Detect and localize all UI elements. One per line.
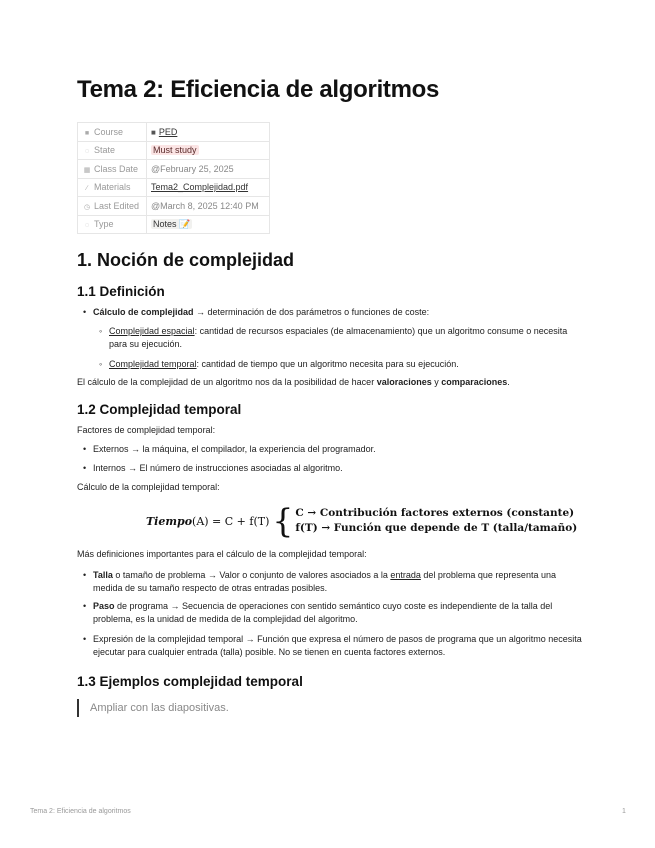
property-key: Materials (94, 182, 131, 193)
formula-case: C → Contribución factores externos (constante) (295, 507, 575, 519)
property-key: Class Date (94, 163, 139, 174)
properties-table (77, 122, 270, 234)
paragraph: Más definiciones importantes para el cálculo de la complejidad temporal: (77, 549, 367, 559)
list-item: • Expresión de la complejidad temporal → Función que expresa el número de pasos de programa que un algoritmo necesita ejecutar para cualquier entrada (talla) posible. No se tienen en cuenta factores externos. (93, 633, 583, 659)
list-item: ◦ Complejidad espacial: cantidad de recursos espaciales (de almacenamiento) que un algoritmo consume o necesita para su ejecución. (109, 325, 584, 351)
property-row-class-date[interactable] (78, 160, 270, 179)
course-icon: ■ (151, 127, 156, 137)
state-tag[interactable]: Must study (153, 145, 197, 156)
last-edited-value: @March 8, 2025 12:40 PM (151, 200, 259, 211)
list-item: • Paso de programa → Secuencia de operaciones con sentido semántico cuyo coste es independiente de la talla del problema, es la unidad de medida de la complejidad del algoritmo. (93, 600, 583, 626)
status-icon: ◌ (84, 148, 90, 156)
property-key: State (94, 145, 116, 156)
callout-quote: Ampliar con las diapositivas. (77, 699, 229, 717)
type-tag[interactable]: Notes 📝 (153, 218, 191, 229)
materials-file-link[interactable]: Tema2_Complejidad.pdf (151, 182, 249, 193)
page-number: 1 (622, 808, 626, 815)
complexity-formula (146, 500, 578, 540)
page-title: Tema 2: Eficiencia de algoritmos (77, 76, 440, 103)
property-key: Course (94, 126, 124, 137)
property-row-state[interactable] (78, 141, 270, 160)
formula-brace: { (272, 500, 294, 540)
list-item: • Cálculo de complejidad → determinación de dos parámetros o funciones de coste: (93, 306, 583, 319)
formula-case: f(T) → Función que depende de T (talla/tamaño) (295, 522, 578, 534)
memo-icon: 📝 (179, 218, 191, 229)
property-row-type[interactable] (78, 215, 270, 234)
paperclip-icon: ∕ (86, 185, 88, 193)
type-icon: ◌ (84, 222, 90, 230)
property-row-course[interactable] (78, 123, 270, 142)
list-item: • Externos → la máquina, el compilador, la experiencia del programador. (93, 443, 583, 456)
property-row-last-edited (78, 197, 270, 216)
paragraph: El cálculo de la complejidad de un algoritmo nos da la posibilidad de hacer valoraciones y comparaciones. (77, 377, 510, 387)
class-date-value[interactable]: @February 25, 2025 (151, 163, 234, 174)
list-item: • Talla o tamaño de problema → Valor o conjunto de valores asociados a la entrada del problema que representa una medida de su tamaño respecto de otras entradas posibles. (93, 569, 583, 595)
heading-definicion: 1.1 Definición (77, 284, 165, 299)
paragraph: Cálculo de la complejidad temporal: (77, 482, 220, 492)
clock-icon: ◷ (83, 203, 91, 211)
course-link[interactable]: PED (158, 126, 178, 137)
property-key: Type (94, 219, 114, 230)
property-key: Last Edited (94, 200, 140, 211)
entrada-link[interactable]: entrada (390, 570, 421, 580)
formula-cases (295, 506, 577, 536)
formula-lhs: Tiempo(A) = C + f(T) (146, 514, 270, 528)
heading-nocion-complejidad: 1. Noción de complejidad (77, 250, 295, 270)
footer-title: Tema 2: Eficiencia de algoritmos (30, 808, 131, 815)
list-item: ◦ Complejidad temporal: cantidad de tiempo que un algoritmo necesita para su ejecución. (109, 358, 584, 371)
book-icon: ■ (84, 129, 90, 137)
calendar-icon: ▦ (83, 166, 91, 174)
heading-complejidad-temporal: 1.2 Complejidad temporal (77, 402, 242, 417)
heading-ejemplos: 1.3 Ejemplos complejidad temporal (77, 674, 303, 689)
paragraph: Factores de complejidad temporal: (77, 425, 216, 435)
property-row-materials[interactable] (78, 178, 270, 197)
list-item: • Internos → El número de instrucciones asociadas al algoritmo. (93, 462, 583, 475)
